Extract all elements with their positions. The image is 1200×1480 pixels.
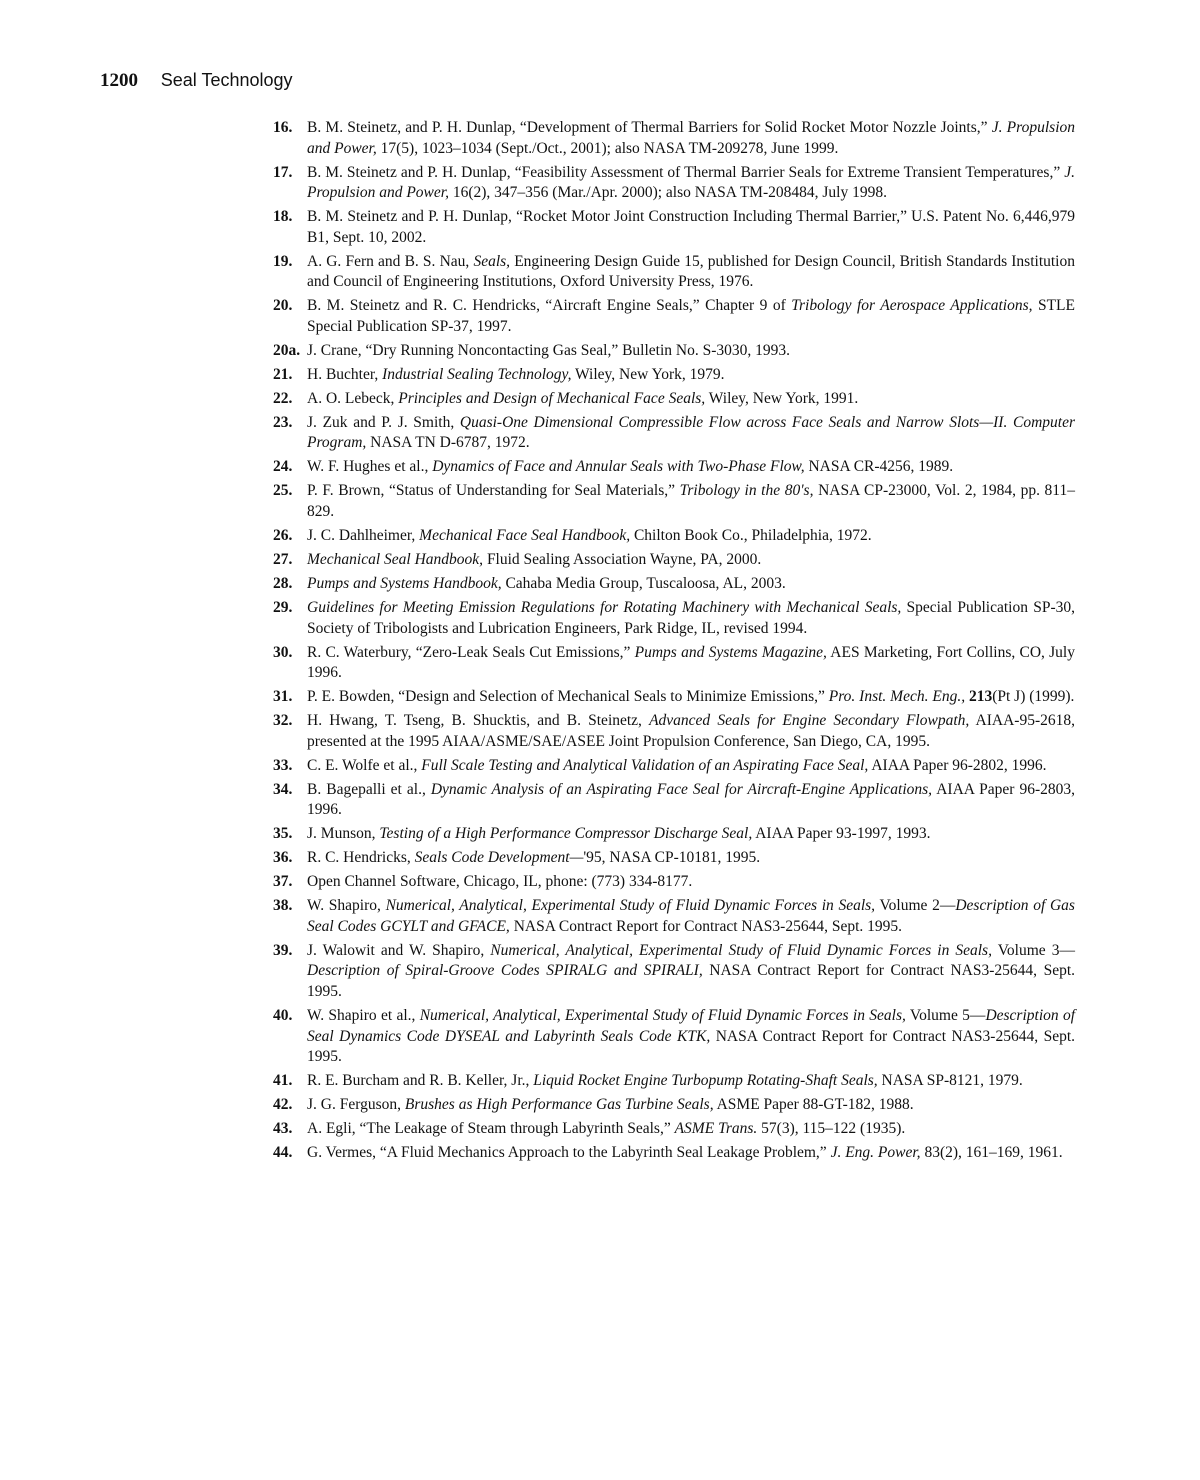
reference-number: 43. — [273, 1120, 293, 1138]
reference-item — [273, 413, 1075, 454]
reference-number: 42. — [273, 1096, 293, 1114]
reference-text: A. Egli, “The Leakage of Steam through Labyrinth Seals,” — [307, 1120, 675, 1138]
reference-text: R. C. Hendricks, — [307, 849, 415, 867]
reference-text: Volume 3— — [991, 941, 1075, 959]
reference-title-italic: Principles and Design of Mechanical Face Seals, — [398, 389, 706, 407]
reference-text: (Pt J) (1999). — [992, 688, 1075, 706]
reference-number: 25. — [273, 482, 293, 500]
reference-text: W. Shapiro et al., — [307, 1006, 420, 1024]
reference-item — [273, 526, 1075, 547]
reference-item — [273, 207, 1075, 248]
reference-item — [273, 1095, 1075, 1116]
reference-number: 38. — [273, 897, 293, 915]
reference-title-italic: ASME Trans. — [674, 1120, 758, 1138]
reference-item — [273, 711, 1075, 752]
reference-title-italic: Pumps and Systems Handbook, — [307, 574, 502, 592]
reference-number: 32. — [273, 712, 293, 730]
reference-item — [273, 687, 1075, 708]
reference-item — [273, 780, 1075, 821]
reference-item — [273, 1006, 1075, 1068]
reference-text: A. O. Lebeck, — [307, 389, 399, 407]
reference-item — [273, 574, 1075, 595]
reference-text: Volume 5— — [905, 1006, 986, 1024]
reference-text: J. Munson, — [307, 825, 380, 843]
reference-text: 16(2), 347–356 (Mar./Apr. 2000); also NASA TM-208484, July 1998. — [448, 184, 887, 202]
page-number: 1200 — [100, 70, 138, 91]
reference-text: NASA Contract Report for Contract NAS3-25644, Sept. 1995. — [307, 962, 1076, 1000]
reference-text: NASA Contract Report for Contract NAS3-25644, Sept. 1995. — [307, 1027, 1075, 1066]
reference-item — [273, 389, 1075, 410]
reference-title-italic: J. Propulsion and Power, — [307, 119, 1076, 157]
reference-volume-bold: 213 — [968, 688, 993, 706]
reference-item — [273, 1143, 1075, 1164]
reference-item — [273, 848, 1075, 869]
reference-text: ASME Paper 88-GT-182, 1988. — [713, 1096, 914, 1114]
reference-item — [273, 643, 1075, 684]
reference-item — [273, 941, 1075, 1003]
reference-text: Wiley, New York, 1991. — [705, 389, 859, 407]
reference-item — [273, 457, 1075, 478]
reference-text: W. Shapiro, — [307, 897, 386, 915]
reference-text: J. G. Ferguson, — [307, 1096, 405, 1114]
reference-text: B. M. Steinetz, and P. H. Dunlap, “Development of Thermal Barriers for Solid Rocket Motor Nozzle Joints,” — [307, 119, 992, 136]
reference-item — [273, 756, 1075, 777]
reference-text: NASA TN D-6787, 1972. — [366, 434, 530, 452]
reference-text: J. Walowit and W. Shapiro, — [307, 941, 491, 959]
reference-title-italic: J. Propulsion and Power, — [307, 163, 1075, 202]
reference-text: 57(3), 115–122 (1935). — [757, 1120, 906, 1138]
running-title: Seal Technology — [160, 70, 293, 90]
reference-list — [273, 118, 1075, 1167]
reference-title-italic: Pumps and Systems Magazine, — [634, 643, 827, 661]
reference-title-italic: Description of Spiral-Groove Codes SPIRALG and SPIRALI, — [307, 962, 703, 980]
reference-number: 22. — [273, 389, 293, 407]
reference-text: G. Vermes, “A Fluid Mechanics Approach to the Labyrinth Seal Leakage Problem,” — [307, 1144, 831, 1162]
reference-title-italic: Description of Seal Dynamics Code DYSEAL and Labyrinth Seals Code KTK, — [307, 1006, 1076, 1045]
reference-text: Volume 2— — [875, 897, 956, 915]
reference-title-italic: Quasi-One Dimensional Compressible Flow across Face Seals and Narrow Slots—II. Computer Program, — [307, 413, 1075, 452]
reference-item — [273, 296, 1075, 337]
reference-item — [273, 252, 1075, 293]
reference-item — [273, 118, 1075, 159]
reference-title-italic: Industrial Sealing Technology, — [382, 365, 572, 383]
reference-text: NASA CP-23000, Vol. 2, 1984, pp. 811–829. — [307, 482, 1075, 520]
reference-text: AIAA-95-2618, presented at the 1995 AIAA/ASME/SAE/ASEE Joint Propulsion Conference, San Diego, CA, 1995. — [307, 712, 1075, 750]
reference-text: P. F. Brown, “Status of Understanding for Seal Materials,” — [307, 482, 680, 500]
reference-text: B. M. Steinetz and P. H. Dunlap, “Rocket Motor Joint Construction Including Thermal Barrier,” U.S. Patent No. 6,446,979 B1, Sept. 10, 2002. — [307, 208, 1075, 246]
reference-item — [273, 550, 1075, 571]
reference-number: 20a. — [273, 341, 301, 359]
reference-item — [273, 872, 1075, 893]
reference-item — [273, 1071, 1075, 1092]
reference-text: AIAA Paper 96-2802, 1996. — [868, 756, 1047, 774]
reference-title-italic: Description of Gas Seal Codes GCYLT and GFACE, — [307, 897, 1075, 935]
reference-number: 37. — [273, 873, 293, 891]
reference-title-italic: Numerical, Analytical, Experimental Study of Fluid Dynamic Forces in Seals, — [419, 1006, 906, 1024]
reference-title-italic: Guidelines for Meeting Emission Regulations for Rotating Machinery with Mechanical Seals, — [307, 598, 902, 616]
reference-text: Chilton Book Co., Philadelphia, 1972. — [630, 526, 872, 544]
reference-number: 34. — [273, 780, 293, 798]
reference-number: 33. — [273, 756, 293, 774]
reference-text: NASA Contract Report for Contract NAS3-25644, Sept. 1995. — [509, 917, 903, 935]
reference-number: 16. — [273, 119, 293, 136]
reference-text: H. Hwang, T. Tseng, B. Shucktis, and B. Steinetz, — [307, 712, 650, 730]
reference-item — [273, 163, 1075, 204]
reference-title-italic: Seals, — [473, 252, 511, 270]
reference-text: 83(2), 161–169, 1961. — [920, 1144, 1063, 1162]
reference-text: Engineering Design Guide 15, published for Design Council, British Standards Institution and Council of Engineering Institutions, Oxford University Press, 1976. — [307, 252, 1075, 291]
reference-number: 41. — [273, 1072, 293, 1090]
running-header — [100, 70, 293, 92]
reference-title-italic: Full Scale Testing and Analytical Validation of an Aspirating Face Seal, — [421, 756, 869, 774]
reference-text: STLE Special Publication SP-37, 1997. — [307, 297, 1075, 335]
reference-text: NASA SP-8121, 1979. — [877, 1072, 1023, 1090]
reference-number: 20. — [273, 297, 293, 315]
reference-title-italic: Liquid Rocket Engine Turbopump Rotating-Shaft Seals, — [533, 1072, 878, 1090]
reference-title-italic: Brushes as High Performance Gas Turbine Seals, — [404, 1096, 714, 1114]
reference-title-italic: Seals Code Development— — [414, 849, 584, 867]
reference-text: Open Channel Software, Chicago, IL, phone: (773) 334-8177. — [307, 873, 693, 891]
reference-item — [273, 341, 1075, 362]
reference-item — [273, 365, 1075, 386]
reference-number: 24. — [273, 458, 293, 476]
reference-item — [273, 1119, 1075, 1140]
reference-text: A. G. Fern and B. S. Nau, — [307, 252, 474, 270]
reference-title-italic: Advanced Seals for Engine Secondary Flowpath, — [649, 712, 970, 730]
reference-number: 26. — [273, 526, 293, 544]
reference-title-italic: Numerical, Analytical, Experimental Study of Fluid Dynamic Forces in Seals, — [490, 941, 992, 959]
reference-text: W. F. Hughes et al., — [307, 458, 433, 476]
reference-text: 17(5), 1023–1034 (Sept./Oct., 2001); also NASA TM-209278, June 1999. — [376, 139, 839, 157]
reference-number: 44. — [273, 1144, 293, 1162]
reference-number: 19. — [273, 252, 293, 270]
reference-item — [273, 481, 1075, 522]
reference-title-italic: Pro. Inst. Mech. Eng., — [828, 688, 966, 706]
reference-text: B. M. Steinetz and P. H. Dunlap, “Feasibility Assessment of Thermal Barrier Seals for Extreme Transient Temperatures,” — [307, 163, 1065, 181]
reference-number: 40. — [273, 1006, 293, 1024]
reference-text: C. E. Wolfe et al., — [307, 756, 422, 774]
reference-number: 39. — [273, 941, 293, 959]
reference-text: NASA CR-4256, 1989. — [804, 458, 954, 476]
reference-text: J. Crane, “Dry Running Noncontacting Gas Seal,” Bulletin No. S-3030, 1993. — [307, 341, 791, 359]
reference-item — [273, 598, 1075, 639]
reference-title-italic: Dynamic Analysis of an Aspirating Face Seal for Aircraft-Engine Applications, — [430, 780, 933, 798]
reference-number: 27. — [273, 550, 293, 568]
reference-title-italic: Numerical, Analytical, Experimental Study of Fluid Dynamic Forces in Seals, — [385, 897, 876, 915]
reference-number: 35. — [273, 825, 293, 843]
reference-number: 31. — [273, 688, 293, 706]
reference-item — [273, 824, 1075, 845]
reference-number: 30. — [273, 643, 293, 661]
reference-number: 18. — [273, 208, 293, 226]
reference-text: J. C. Dahlheimer, — [307, 526, 420, 544]
reference-text: B. M. Steinetz and R. C. Hendricks, “Aircraft Engine Seals,” Chapter 9 of — [307, 297, 792, 315]
reference-number: 36. — [273, 849, 293, 867]
reference-number: 29. — [273, 598, 293, 616]
reference-text: Wiley, New York, 1979. — [571, 365, 725, 383]
reference-text: Cahaba Media Group, Tuscaloosa, AL, 2003. — [501, 574, 786, 592]
reference-title-italic: J. Eng. Power, — [830, 1144, 921, 1162]
reference-title-italic: Tribology for Aerospace Applications, — [791, 297, 1033, 315]
reference-title-italic: Dynamics of Face and Annular Seals with Two-Phase Flow, — [432, 458, 805, 476]
reference-text: AES Marketing, Fort Collins, CO, July 1996. — [307, 643, 1075, 682]
reference-number: 21. — [273, 365, 293, 383]
reference-text: J. Zuk and P. J. Smith, — [307, 413, 460, 431]
reference-title-italic: Tribology in the 80's, — [679, 482, 814, 500]
reference-title-italic: Testing of a High Performance Compressor Discharge Seal, — [379, 825, 753, 843]
reference-title-italic: Mechanical Face Seal Handbook, — [419, 526, 631, 544]
reference-text: Special Publication SP-30, Society of Tribologists and Lubrication Engineers, Park Ridge, IL, revised 1994. — [307, 598, 1075, 637]
reference-text: Fluid Sealing Association Wayne, PA, 2000. — [483, 550, 762, 568]
reference-text: P. E. Bowden, “Design and Selection of Mechanical Seals to Minimize Emissions,” — [307, 688, 829, 706]
reference-text: H. Buchter, — [307, 365, 383, 383]
reference-text: B. Bagepalli et al., — [307, 780, 431, 798]
reference-number: 28. — [273, 574, 293, 592]
reference-text: AIAA Paper 96-2803, 1996. — [307, 780, 1075, 819]
reference-text: R. E. Burcham and R. B. Keller, Jr., — [307, 1072, 534, 1090]
reference-text: AIAA Paper 93-1997, 1993. — [752, 825, 931, 843]
reference-text: '95, NASA CP-10181, 1995. — [583, 849, 761, 867]
reference-number: 23. — [273, 413, 293, 431]
reference-title-italic: Mechanical Seal Handbook, — [307, 550, 484, 568]
reference-text: R. C. Waterbury, “Zero-Leak Seals Cut Emissions,” — [307, 643, 635, 661]
reference-number: 17. — [273, 163, 293, 181]
reference-item — [273, 896, 1075, 937]
